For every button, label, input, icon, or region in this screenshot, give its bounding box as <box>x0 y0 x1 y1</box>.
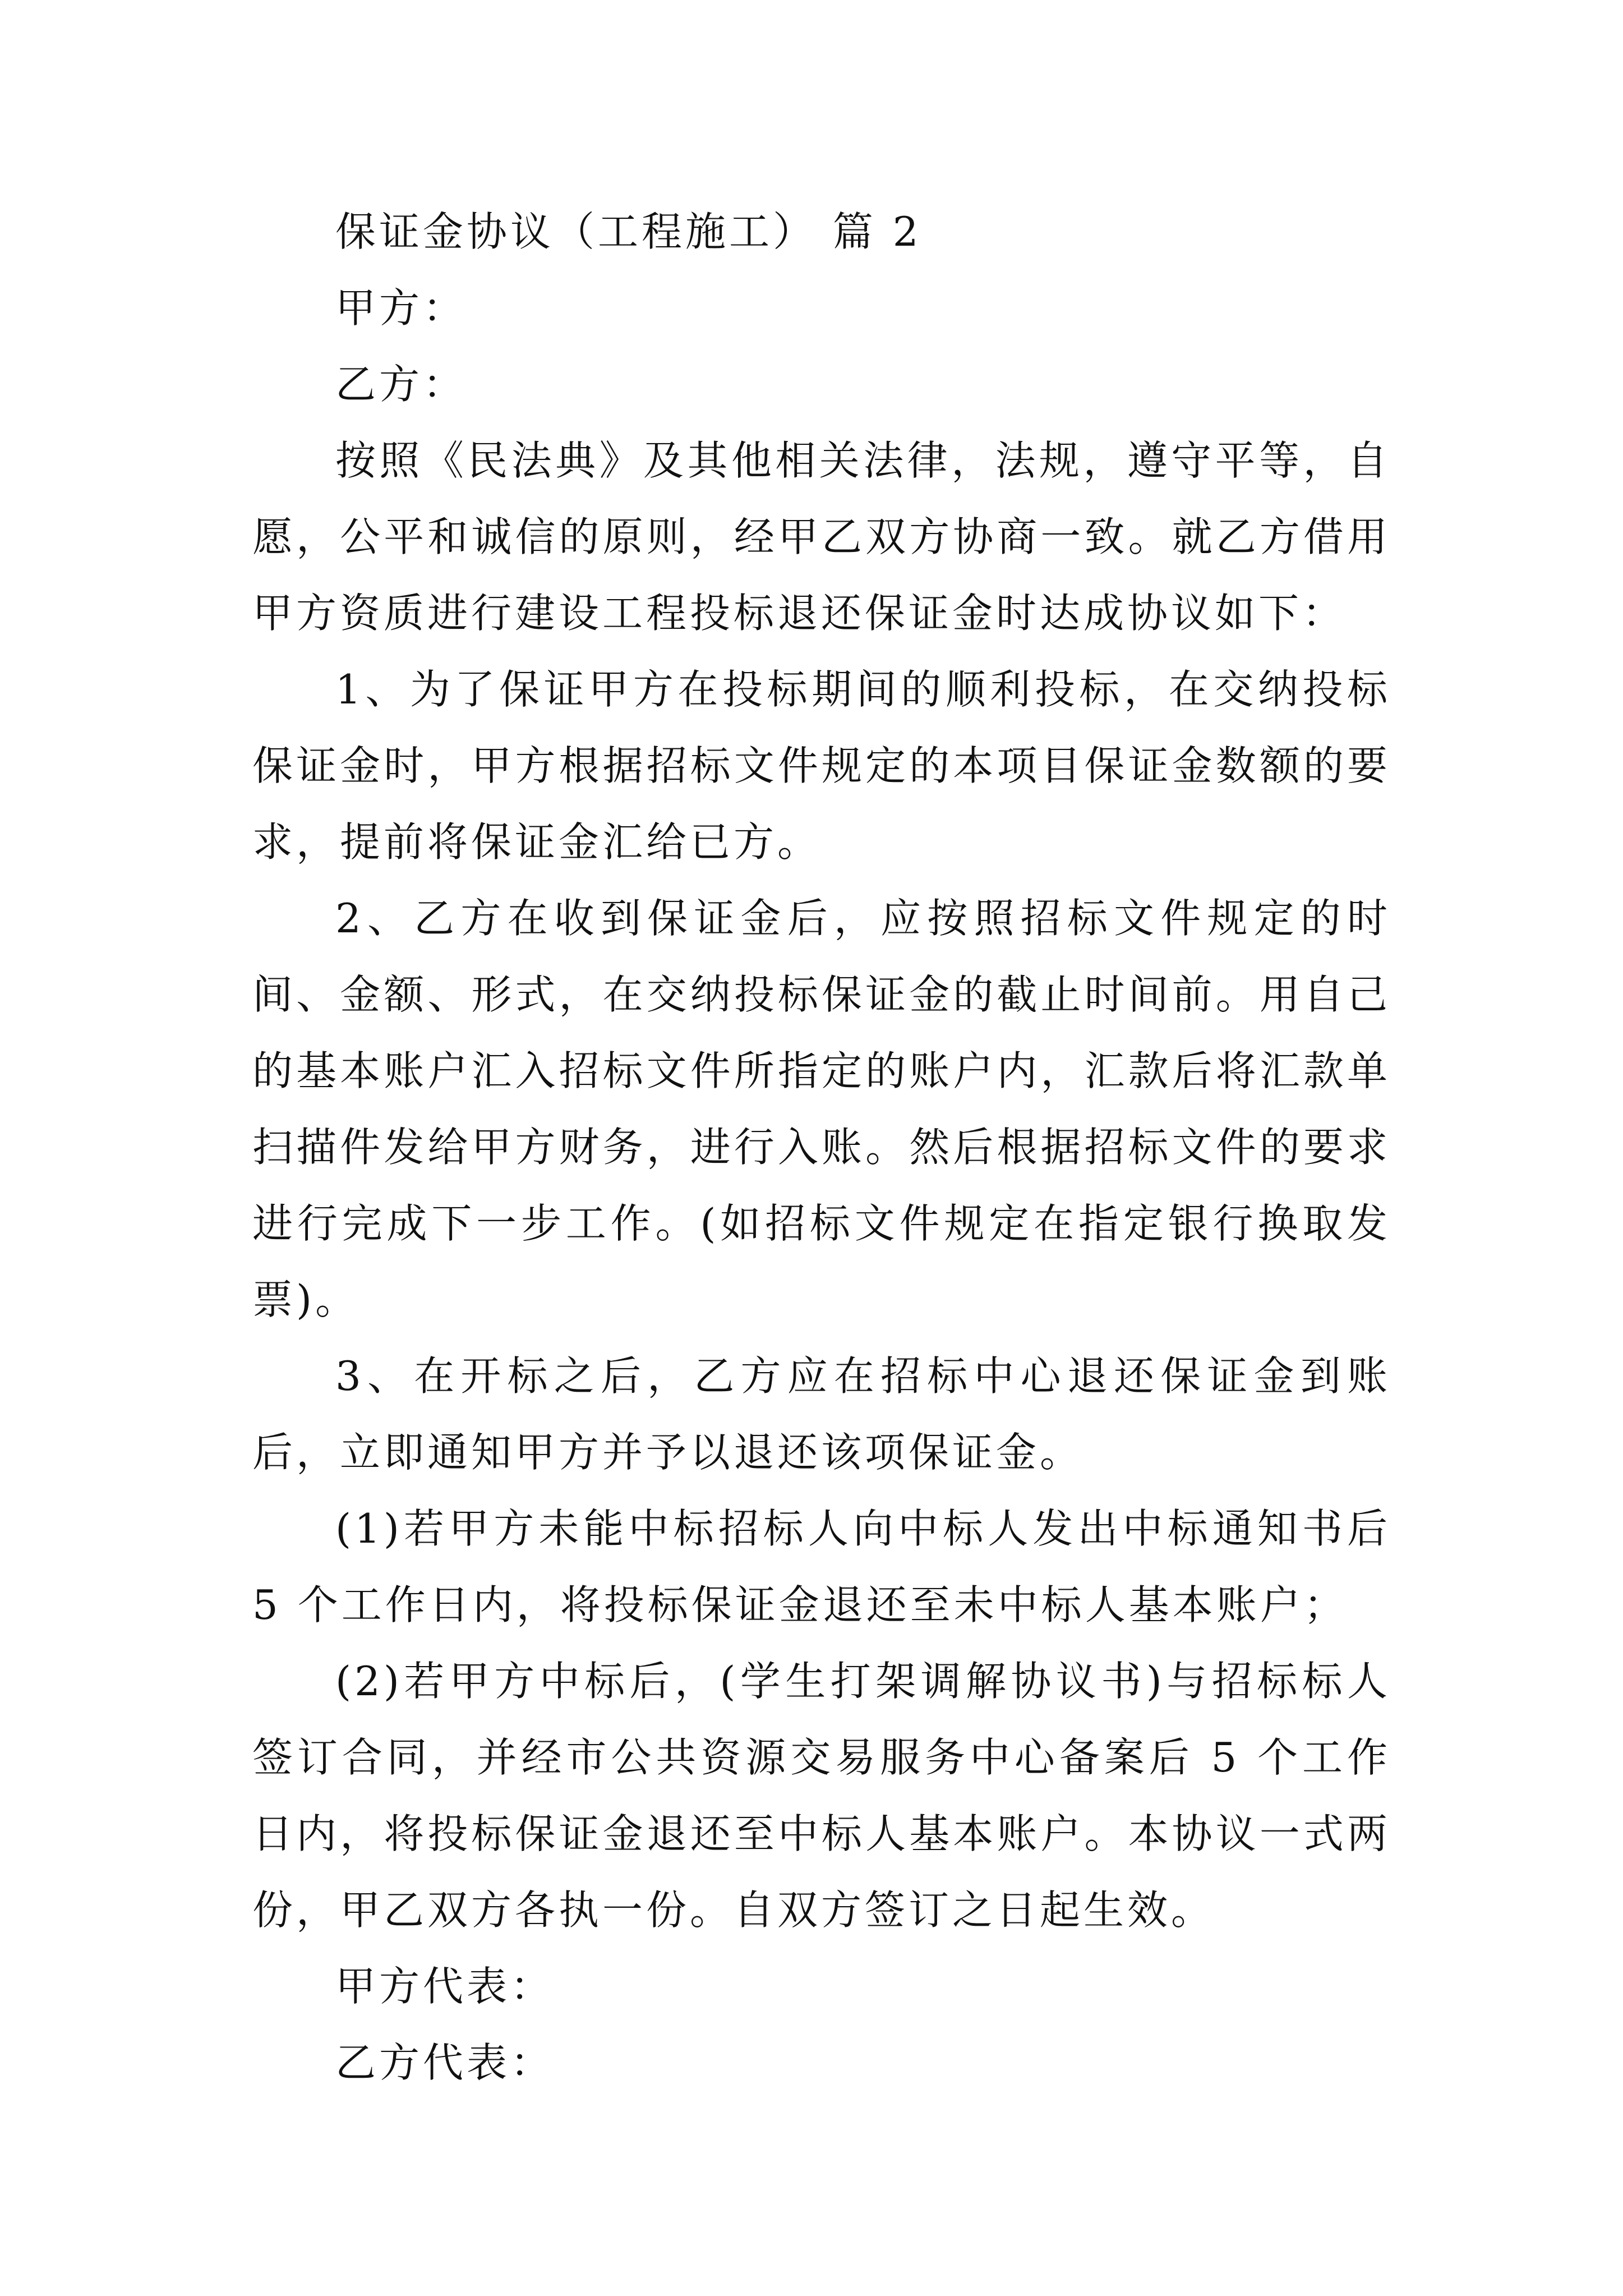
paragraph-sub-clause-2: (2)若甲方中标后，(学生打架调解协议书)与招标标人签订合同，并经市公共资源交易服务中心备案后 5 个工作日内，将投标保证金退还至中标人基本账户。本协议一式两份，甲乙双方各执一份。自双方签订之日起生效。 <box>252 1658 1391 1934</box>
party-b-representative-label: 乙方代表： <box>335 2039 555 2086</box>
party-b-label: 乙方： <box>335 361 467 408</box>
paragraph-sub-clause-1: (1)若甲方未能中标招标人向中标人发出中标通知书后 5 个工作日内，将投标保证金退还至未中标人基本账户； <box>252 1505 1391 1628</box>
document-body <box>252 194 1391 2101</box>
document-title: 保证金协议（工程施工） 篇 2 <box>335 208 922 255</box>
paragraph-clause-2: 2、乙方在收到保证金后，应按照招标文件规定的时间、金额、形式，在交纳投标保证金的截止时间前。用自己的基本账户汇入招标文件所指定的账户内，汇款后将汇款单扫描件发给甲方财务，进行入账。然后根据招标文件的要求进行完成下一步工作。(如招标文件规定在指定银行换取发票)。 <box>252 895 1391 1323</box>
party-a-label: 甲方： <box>335 284 467 332</box>
party-a-representative-label: 甲方代表： <box>335 1963 555 2010</box>
paragraph-preamble: 按照《民法典》及其他相关法律，法规，遵守平等，自愿，公平和诚信的原则，经甲乙双方协商一致。就乙方借用甲方资质进行建设工程投标退还保证金时达成协议如下： <box>252 437 1391 637</box>
paragraph-clause-3: 3、在开标之后，乙方应在招标中心退还保证金到账后，立即通知甲方并予以退还该项保证金。 <box>252 1352 1391 1476</box>
paragraph-clause-1: 1、为了保证甲方在投标期间的顺利投标，在交纳投标保证金时，甲方根据招标文件规定的本项目保证金数额的要求，提前将保证金汇给已方。 <box>252 666 1391 866</box>
